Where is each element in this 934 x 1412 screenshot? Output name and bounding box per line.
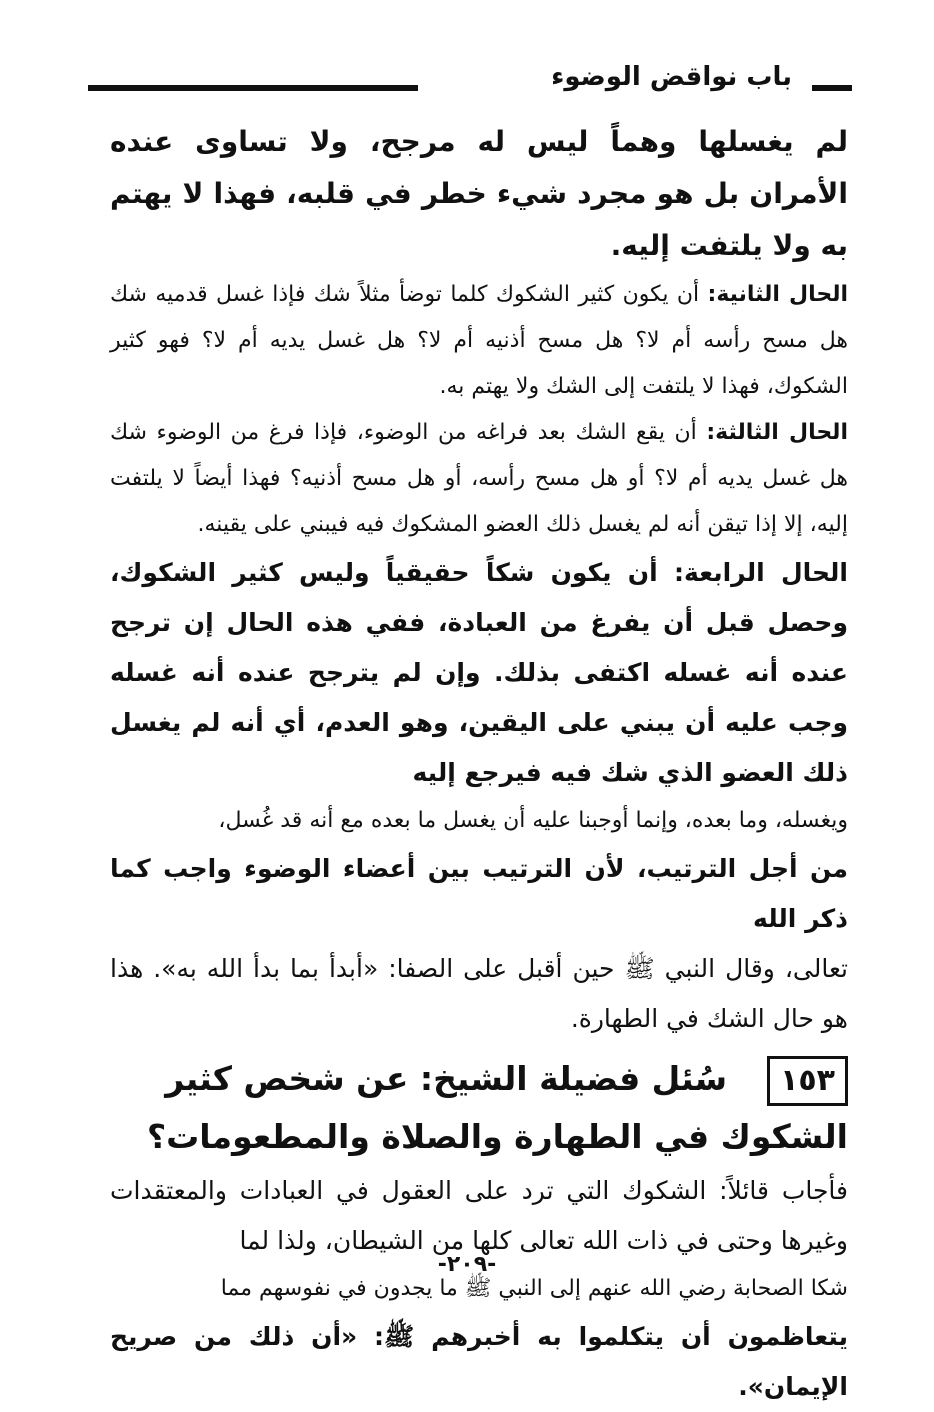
header-rule-right (812, 85, 852, 91)
answer-text: شكا الصحابة رضي الله عنهم إلى النبي ﷺ ما يجدون في نفوسهم مما (220, 1276, 848, 1301)
paragraph-text: لم يغسلها وهماً ليس له مرجح، ولا تساوى عنده الأمران بل هو مجرد شيء خطر في قلبه، فهذا لا يهتم به ولا يلتفت إليه. (110, 125, 848, 262)
paragraph-text: من أجل الترتيب، لأن الترتيب بين أعضاء الوضوء واجب كما ذكر الله (110, 854, 848, 933)
header-rule-left (88, 85, 418, 91)
question-heading (110, 1050, 848, 1166)
paragraph-continuation (110, 116, 848, 272)
paragraph-text: أن يكون كثير الشكوك كلما توضأ مثلاً شك فإذا غسل قدميه شك هل مسح رأسه أم لا؟ هل مسح أذنيه أم لا؟ هل غسل يديه أم لا؟ فهو كثير الشكوك، فهذا لا يلتفت إلى الشك ولا يهتم به. (110, 282, 848, 399)
paragraph-line (110, 944, 848, 1044)
paragraph-case-four (110, 548, 848, 798)
page-body (110, 116, 848, 1412)
paragraph-case-three (110, 410, 848, 548)
paragraph-text: أن يكون شكاً حقيقياً وليس كثير الشكوك، وحصل قبل أن يفرغ من العبادة، ففي هذه الحال إن ترجح عنده أنه غسله اكتفى بذلك. وإن لم يترجح عنده أنه غسله وجب عليه أن يبني على اليقين، وهو العدم، أي أنه لم يغسل ذلك العضو الذي شك فيه فيرجع إليه (110, 558, 848, 787)
paragraph-text: أن يقع الشك بعد فراغه من الوضوء، فإذا فرغ من الوضوء شك هل غسل يديه أم لا؟ أو هل مسح رأسه، أو هل مسح أذنيه؟ فهذا أيضاً لا يلتفت إليه، إلا إذا تيقن أنه لم يغسل ذلك العضو المشكوك فيه فيبني على يقينه. (110, 420, 848, 537)
paragraph-text: تعالى، وقال النبي ﷺ حين أقبل على الصفا: «أبدأ بما بدأ الله به». هذا هو حال الشك في الطهارة. (110, 954, 848, 1033)
answer-line (110, 1166, 848, 1266)
answer-text: فأجاب قائلاً: الشكوك التي ترد على العقول في العبادات والمعتقدات وغيرها وحتى في ذات الله تعالى كلها من الشيطان، ولذا لما (110, 1176, 848, 1255)
case-heading: الحال الثالثة: (706, 420, 848, 445)
running-header (88, 60, 852, 110)
question-text: سُئل فضيلة الشيخ: عن شخص كثير الشكوك في الطهارة والصلاة والمطعومات؟ (146, 1059, 848, 1156)
paragraph-case-two (110, 272, 848, 410)
case-heading: الحال الرابعة: (673, 558, 848, 587)
answer-line (110, 1312, 848, 1412)
case-heading: الحال الثانية: (707, 282, 849, 307)
paragraph-line (110, 844, 848, 944)
answer-text: يتعاظمون أن يتكلموا به أخبرهم ﷺ: «أن ذلك من صريح الإيمان». (110, 1322, 848, 1401)
chapter-title: باب نواقض الوضوء (543, 62, 800, 92)
paragraph-text: ويغسله، وما بعده، وإنما أوجبنا عليه أن يغسل ما بعده مع أنه قد غُسل، (218, 808, 848, 833)
question-number: ١٥٣ (767, 1056, 848, 1106)
paragraph-line (110, 798, 848, 844)
page-number: -٢٠٩- (437, 1252, 497, 1277)
